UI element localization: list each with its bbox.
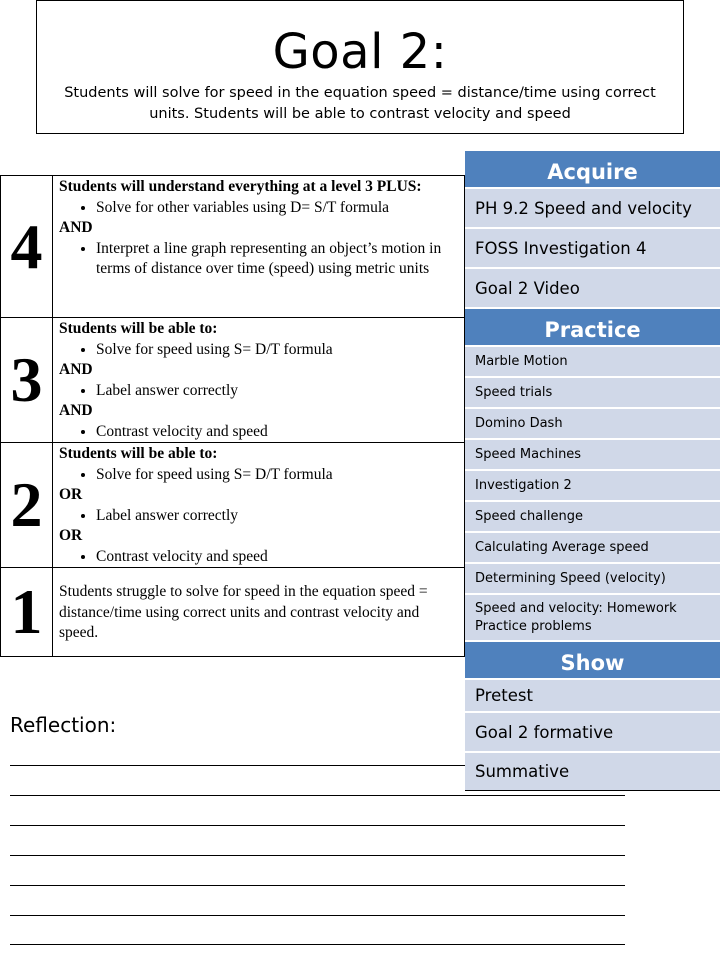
- practice-item: Speed and velocity: Homework Practice problems: [465, 595, 720, 642]
- level-2-conjunction-1: OR: [59, 486, 83, 503]
- reflection-line: [10, 855, 625, 856]
- level-2-conjunction-2: OR: [59, 527, 83, 544]
- show-item: Pretest: [465, 680, 720, 713]
- level-3-intro: Students will be able to:: [59, 320, 218, 337]
- level-3-bullet-3: • Contrast velocity and speed: [96, 422, 460, 443]
- level-2-list-2: [59, 506, 460, 527]
- acquire-item: Goal 2 Video: [465, 269, 720, 309]
- reflection-line: [10, 885, 625, 886]
- reflection-line: [10, 825, 625, 826]
- rubric-row-level-1: [1, 568, 465, 657]
- level-4-number: 4: [1, 176, 53, 318]
- level-1-number: 1: [1, 568, 53, 657]
- level-4-description: [53, 176, 465, 318]
- level-2-list-1: [59, 465, 460, 486]
- acquire-item: PH 9.2 Speed and velocity: [465, 189, 720, 229]
- show-item: Goal 2 formative: [465, 713, 720, 753]
- level-3-list-3: [59, 422, 460, 443]
- level-2-bullet-1: • Solve for speed using S= D/T formula: [96, 465, 460, 486]
- reflection-line: [10, 765, 465, 766]
- show-heading: Show: [465, 642, 720, 680]
- practice-heading: Practice: [465, 309, 720, 347]
- reflection-label: Reflection:: [10, 713, 117, 737]
- level-3-number: 3: [1, 318, 53, 443]
- practice-item: Calculating Average speed: [465, 533, 720, 564]
- level-2-description: [53, 443, 465, 568]
- level-3-bullet-1: • Solve for speed using S= D/T formula: [96, 340, 460, 361]
- level-1-text: Students struggle to solve for speed in the equation speed = distance/time using correct units and contrast velocity and speed.: [59, 583, 428, 641]
- practice-item: Domino Dash: [465, 409, 720, 440]
- goal-title: Goal 2:: [272, 24, 448, 80]
- reflection-line: [10, 944, 625, 945]
- level-4-conjunction-1: AND: [59, 219, 93, 236]
- practice-item: Investigation 2: [465, 471, 720, 502]
- level-4-list-2: [59, 239, 460, 280]
- level-3-conjunction-1: AND: [59, 361, 93, 378]
- reflection-line: [10, 795, 625, 796]
- level-3-list-2: [59, 381, 460, 402]
- level-2-bullet-3: • Contrast velocity and speed: [96, 547, 460, 568]
- practice-item: Determining Speed (velocity): [465, 564, 720, 595]
- level-4-list-1: [59, 198, 460, 219]
- rubric-row-level-4: [1, 176, 465, 318]
- level-3-list-1: [59, 340, 460, 361]
- acquire-item: FOSS Investigation 4: [465, 229, 720, 269]
- practice-item: Speed Machines: [465, 440, 720, 471]
- level-4-bullet-2: • Interpret a line graph representing an object’s motion in terms of distance over time (speed) using metric units: [96, 239, 460, 280]
- practice-item: Marble Motion: [465, 347, 720, 378]
- acquire-heading: Acquire: [465, 151, 720, 189]
- level-3-description: [53, 318, 465, 443]
- level-4-bullet-1: • Solve for other variables using D= S/T formula: [96, 198, 460, 219]
- rubric-table: [0, 175, 465, 657]
- practice-item: Speed trials: [465, 378, 720, 409]
- level-2-number: 2: [1, 443, 53, 568]
- level-4-intro: Students will understand everything at a level 3 PLUS:: [59, 178, 422, 195]
- level-3-bullet-2: • Label answer correctly: [96, 381, 460, 402]
- goal-header: [36, 0, 684, 134]
- show-item: Summative: [465, 753, 720, 791]
- level-2-list-3: [59, 547, 460, 568]
- activity-sidebar: [465, 151, 720, 791]
- rubric-row-level-2: [1, 443, 465, 568]
- level-2-intro: Students will be able to:: [59, 445, 218, 462]
- goal-description: Students will solve for speed in the equation speed = distance/time using correct units. Students will be able to contrast velocity and speed: [64, 85, 656, 122]
- reflection-line: [10, 915, 625, 916]
- practice-item: Speed challenge: [465, 502, 720, 533]
- level-2-bullet-2: • Label answer correctly: [96, 506, 460, 527]
- rubric-row-level-3: [1, 318, 465, 443]
- level-1-description: [53, 568, 465, 657]
- level-3-conjunction-2: AND: [59, 402, 93, 419]
